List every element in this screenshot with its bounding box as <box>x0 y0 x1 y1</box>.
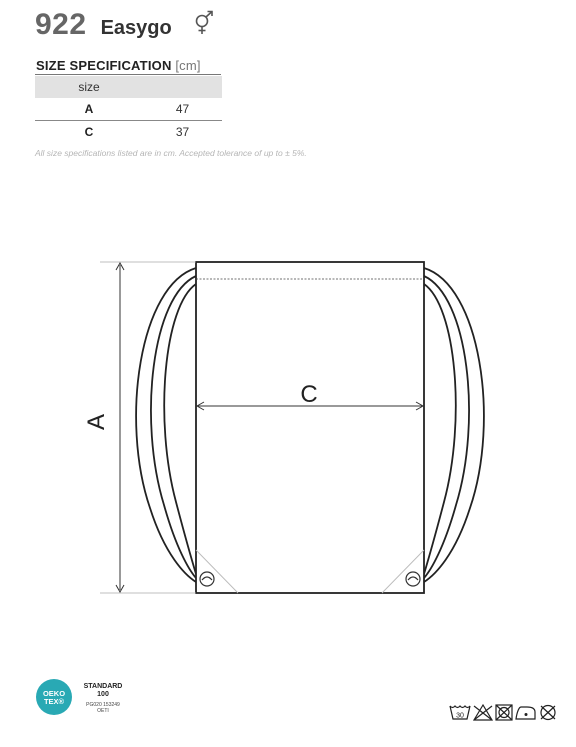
product-name: Easygo <box>100 17 172 39</box>
oeko-line2: TEX® <box>43 697 65 706</box>
certificate-info <box>82 702 124 714</box>
spec-unit: [cm] <box>175 58 201 73</box>
no-tumble-dry-icon <box>496 705 512 720</box>
oeko-tex-logo <box>36 679 72 715</box>
certificate-number: PG020 153249 <box>86 702 120 708</box>
dimension-a <box>100 262 196 593</box>
bag-body <box>196 262 424 593</box>
standard-number: 100 <box>97 691 109 698</box>
table-header-size: size <box>35 76 143 98</box>
standard-label <box>80 683 126 699</box>
row-value: 47 <box>143 98 222 121</box>
iron-low-icon <box>516 707 535 719</box>
row-label: A <box>35 98 143 121</box>
dimension-c-label: C <box>300 381 318 408</box>
tolerance-note: All size specifications listed are in cm. Accepted tolerance of up to ± 5%. <box>35 148 307 158</box>
spec-title-text: SIZE SPECIFICATION <box>36 58 172 73</box>
row-label: C <box>84 125 94 139</box>
drawstring-left <box>136 268 196 582</box>
row-value: 37 <box>175 125 190 139</box>
drawstring-right <box>424 268 484 582</box>
wash-temp-label: 30 <box>456 712 464 720</box>
certificate-institute: OETI <box>97 708 109 714</box>
product-code: 922 <box>35 8 87 41</box>
no-dry-clean-icon <box>541 706 555 720</box>
care-symbols <box>449 703 559 723</box>
dimension-a-label: A <box>83 413 110 431</box>
standard-text: STANDARD <box>83 683 123 690</box>
no-bleach-icon <box>474 705 492 720</box>
oeko-line1: OEKO <box>42 689 66 698</box>
